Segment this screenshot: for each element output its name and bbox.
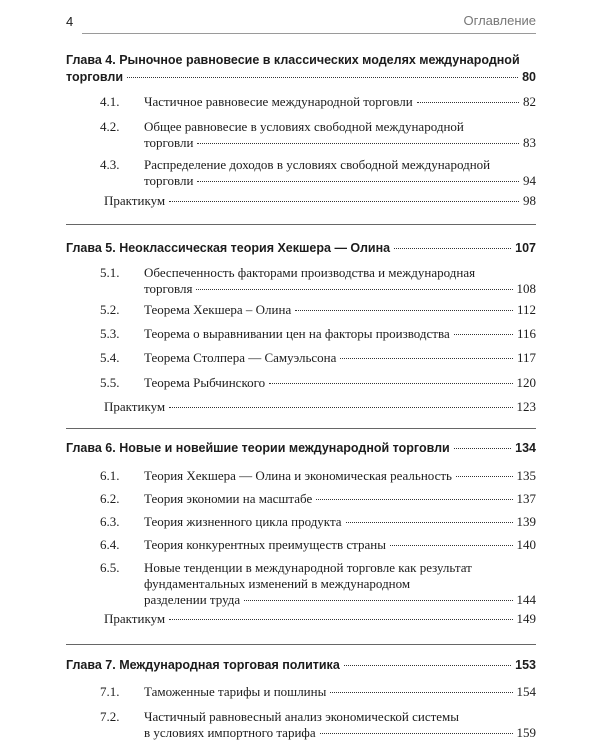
section-page: 112 [516,302,536,317]
section-page: 144 [516,592,536,607]
dot-leader [169,201,519,202]
dot-leader [269,383,512,384]
section-number: 6.1. [100,468,120,483]
chapter-title-line: Глава 4. Рыночное равновесие в классических моделях международной [66,53,520,67]
dot-leader [394,248,511,249]
practicum-page: 98 [523,193,536,208]
section-title: Распределение доходов в условиях свободной международной [144,157,491,172]
section-title: Частичное равновесие международной торговли [144,94,413,109]
practicum-page: 123 [516,399,536,414]
dot-leader [316,499,512,500]
section-page: 108 [516,281,536,296]
toc-section-6-5[interactable] [100,560,536,608]
section-title: Теорема о выравнивании цен на факторы производства [144,326,450,341]
chapter-7-heading[interactable] [66,657,536,674]
toc-section-4-1[interactable] [100,94,536,110]
toc-section-6-1[interactable] [100,468,536,484]
section-number: 6.5. [100,560,120,575]
section-number: 7.1. [100,684,120,699]
dot-leader [340,358,513,359]
chapter-title-line: торговли [66,70,124,84]
practicum-label: Практикум [104,399,166,414]
chapter-6-heading[interactable] [66,440,536,457]
section-title: Общее равновесие в условиях свободной международной [144,119,464,134]
dot-leader [417,102,519,103]
section-page: 117 [516,350,536,365]
section-title: Теорема Рыбчинского [144,375,266,390]
section-title: торговли [144,135,194,150]
chapter-separator [66,224,536,225]
chapter-page: 153 [515,658,536,672]
toc-section-5-5[interactable] [100,375,536,391]
section-number: 5.5. [100,375,120,390]
toc-practicum-4[interactable] [104,193,536,209]
toc-practicum-6[interactable] [104,611,536,627]
section-title: Теорема Хекшера – Олина [144,302,292,317]
practicum-label: Практикум [104,611,166,626]
chapter-5-heading[interactable] [66,240,536,257]
section-title: разделении труда [144,592,241,607]
dot-leader [169,407,512,408]
section-title: Теория жизненного цикла продукта [144,514,342,529]
section-page: 137 [516,491,536,506]
section-number: 6.4. [100,537,120,552]
dot-leader [456,476,513,477]
chapter-page: 134 [515,441,536,455]
chapter-page: 107 [515,241,536,255]
toc-section-5-2[interactable] [100,302,536,318]
dot-leader [320,733,513,734]
dot-leader [169,619,512,620]
dot-leader [330,692,512,693]
section-title: Частичный равновесный анализ экономической системы [144,709,459,724]
chapter-title-line: Глава 7. Международная торговая политика [66,658,340,672]
dot-leader [346,522,513,523]
toc-section-5-4[interactable] [100,350,536,366]
section-page: 135 [516,468,536,483]
chapter-page: 80 [522,70,536,84]
section-page: 159 [516,725,536,740]
section-page: 154 [516,684,536,699]
section-title: фундаментальных изменений в международном [144,576,411,591]
running-header-title: Оглавление [463,13,536,28]
practicum-page: 149 [516,611,536,626]
section-title: Таможенные тарифы и пошлины [144,684,327,699]
section-number: 5.1. [100,265,120,280]
section-number: 4.2. [100,119,120,134]
toc-section-4-3[interactable] [100,157,536,189]
toc-practicum-5[interactable] [104,399,536,415]
section-page: 116 [516,326,536,341]
dot-leader [127,77,518,78]
toc-section-7-1[interactable] [100,684,536,700]
section-title: Теория конкурентных преимуществ страны [144,537,386,552]
dot-leader [197,181,519,182]
section-page: 140 [516,537,536,552]
section-title: Теория экономии на масштабе [144,491,313,506]
chapter-separator [66,644,536,645]
section-title: Теорема Столпера — Самуэльсона [144,350,337,365]
section-number: 7.2. [100,709,120,724]
toc-section-6-2[interactable] [100,491,536,507]
page-number: 4 [66,14,74,29]
chapter-separator [66,428,536,429]
section-number: 5.3. [100,326,120,341]
toc-section-6-4[interactable] [100,537,536,553]
toc-section-6-3[interactable] [100,514,536,530]
dot-leader [390,545,513,546]
section-title: торговля [144,281,193,296]
toc-section-5-1[interactable] [100,265,536,297]
dot-leader [295,310,513,311]
section-number: 4.1. [100,94,120,109]
section-title: Новые тенденции в международной торговле как результат [144,560,472,575]
chapter-title-line: Глава 6. Новые и новейшие теории международной торговли [66,441,450,455]
dot-leader [454,448,511,449]
chapter-title-line: Глава 5. Неоклассическая теория Хекшера — Олина [66,241,391,255]
chapter-4-heading[interactable] [66,52,536,86]
section-page: 120 [516,375,536,390]
toc-section-7-2[interactable] [100,709,536,741]
dot-leader [344,665,511,666]
section-page: 94 [523,173,536,188]
section-number: 4.3. [100,157,120,172]
section-number: 5.4. [100,350,120,365]
practicum-label: Практикум [104,193,166,208]
section-title: Обеспеченность факторами производства и международная [144,265,476,280]
section-number: 6.2. [100,491,120,506]
dot-leader [196,289,512,290]
header-rule [82,33,536,34]
section-title: в условиях импортного тарифа [144,725,316,740]
section-page: 139 [516,514,536,529]
toc-section-4-2[interactable] [100,119,536,151]
section-title: Теория Хекшера — Олина и экономическая реальность [144,468,452,483]
dot-leader [244,600,512,601]
section-title: торговли [144,173,194,188]
section-number: 6.3. [100,514,120,529]
dot-leader [454,334,513,335]
toc-section-5-3[interactable] [100,326,536,342]
dot-leader [197,143,519,144]
section-number: 5.2. [100,302,120,317]
section-page: 83 [523,135,536,150]
section-page: 82 [523,94,536,109]
